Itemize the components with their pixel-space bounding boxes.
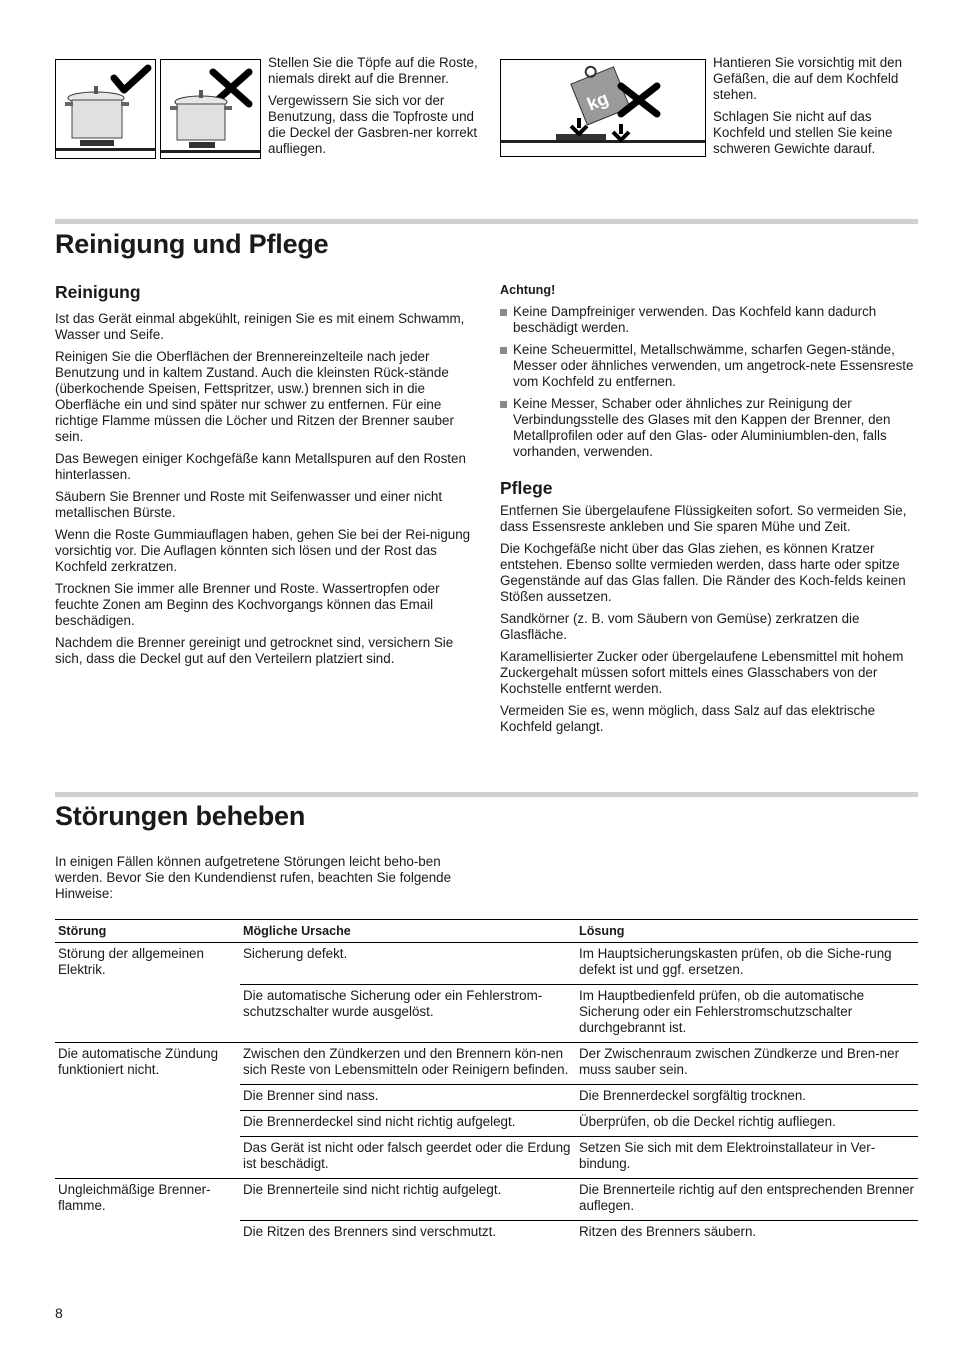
trouble-section-title: Störungen beheben: [55, 801, 306, 831]
cleaning-column-right: [500, 282, 920, 466]
cause-cell: Sicherung defekt.: [240, 943, 576, 985]
cleaning-subheading: Reinigung: [55, 282, 141, 302]
warning-item: Keine Scheuermittel, Metallschwämme, scharfen Gegen-stände, Messer oder ähnliches verwenden, um angetrock-nete Essensreste vom Kochfeld zu entfernen.: [500, 342, 920, 390]
solution-cell: Die Brennerdeckel sorgfältig trocknen.: [576, 1085, 918, 1111]
header-solution: Lösung: [576, 920, 918, 943]
solution-cell: Überprüfen, ob die Deckel richtig aufliegen.: [576, 1111, 918, 1137]
header-cause: Mögliche Ursache: [240, 920, 576, 943]
care-subheading: Pflege: [500, 478, 553, 498]
solution-cell: Der Zwischenraum zwischen Zündkerze und Bren-ner muss sauber sein.: [576, 1043, 918, 1085]
bullet-square-icon: [500, 347, 507, 354]
header-fault: Störung: [55, 920, 240, 943]
weight-instruction-2: Schlagen Sie nicht auf das Kochfeld und stellen Sie keine schweren Gewichte darauf.: [713, 109, 893, 156]
cleaning-paragraph: Ist das Gerät einmal abgekühlt, reinigen Sie es mit einem Schwamm, Wasser und Seife.: [55, 311, 465, 342]
cleaning-paragraph: Nachdem die Brenner gereinigt und getrocknet sind, versichern Sie sich, dass die Deckel gut auf den Verteilern platziert sind.: [55, 635, 454, 666]
cause-cell: Die Brenner sind nass.: [240, 1085, 576, 1111]
pot-instruction-1: Stellen Sie die Töpfe auf die Roste, niemals direkt auf die Brenner.: [268, 55, 478, 86]
care-paragraph: Vermeiden Sie es, wenn möglich, dass Salz auf das elektrische Kochfeld gelangt.: [500, 703, 876, 734]
cleaning-section-title: Reinigung und Pflege: [55, 229, 329, 259]
table-header-row: [55, 920, 918, 943]
care-paragraph: Sandkörner (z. B. vom Säubern von Gemüse) zerkratzen die Glasfläche.: [500, 611, 860, 642]
care-paragraph: Karamellisierter Zucker oder übergelaufene Lebensmittel mit hohem Zuckergehalt müssen sofort mittels eines Glasschabers von der Kochstelle entfernt werden.: [500, 649, 904, 696]
weight-instruction-1: Hantieren Sie vorsichtig mit den Gefäßen, die auf dem Kochfeld stehen.: [713, 55, 903, 102]
cleaning-paragraph: Säubern Sie Brenner und Roste mit Seifenwasser und einer nicht metallischen Bürste.: [55, 489, 443, 520]
cause-cell: Die Brennerteile sind nicht richtig aufgelegt.: [240, 1179, 576, 1221]
warning-title: Achtung!: [500, 283, 556, 297]
fault-cell: Störung der allgemeinen Elektrik.: [55, 943, 240, 1043]
troubleshooting-table: [55, 919, 918, 1246]
cleaning-paragraph: Trocknen Sie immer alle Brenner und Roste. Wassertropfen oder feuchte Zonen am Beginn des Kochvorgangs können das Email beschädigen.: [55, 581, 440, 628]
cause-cell: Die automatische Sicherung oder ein Fehlerstrom-schutzschalter wurde ausgelöst.: [240, 985, 576, 1043]
figure-weight-warning: [500, 59, 706, 157]
solution-cell: Setzen Sie sich mit dem Elektroinstallateur in Ver-bindung.: [576, 1137, 918, 1179]
pot-on-grate-check-icon: [56, 60, 155, 158]
table-row: [55, 1043, 918, 1085]
solution-cell: Ritzen des Brenners säubern.: [579, 1224, 757, 1239]
figure-pot-correct: [55, 59, 156, 159]
warning-list: [500, 304, 920, 460]
care-paragraph: Die Kochgefäße nicht über das Glas ziehen, es können Kratzer entstehen. Ebenso sollte vermieden werden, dass harte oder spitze Gegenstände auf das Glas fallen. Die Ränder des Koch-felds keinen Stößen aussetzen.: [500, 541, 906, 604]
cleaning-paragraph: Wenn die Roste Gummiauflagen haben, gehen Sie bei der Rei-nigung vorsichtig vor. Die Auflagen könnten sich lösen und der Rost das Kochfeld zerkratzen.: [55, 527, 471, 574]
section-divider-trouble: [55, 792, 918, 797]
cleaning-paragraph: Das Bewegen einiger Kochgefäße kann Metallspuren auf den Rosten hinterlassen.: [55, 451, 466, 482]
warning-item: Keine Messer, Schaber oder ähnliches zur Reinigung der Verbindungsstelle des Glases mit den Kappen der Brenner, den Metallprofilen oder auf den Glas- oder Aluminiumblen-den, falls vorhanden, verwenden.: [500, 396, 920, 460]
table-row: [55, 943, 918, 985]
cause-cell: Das Gerät ist nicht oder falsch geerdet oder die Erdung ist beschädigt.: [240, 1137, 576, 1179]
weight-kg-label: kg: [584, 88, 612, 115]
fault-cell: Die automatische Zündung funktioniert nicht.: [55, 1043, 240, 1179]
solution-cell: Im Hauptbedienfeld prüfen, ob die automatische Sicherung oder ein Fehlerstromschutzschalter durchgebrannt ist.: [576, 985, 918, 1043]
cause-cell: Zwischen den Zündkerzen und den Brennern kön-nen sich Reste von Lebensmitteln oder Reinigern befinden.: [240, 1043, 576, 1085]
top-left-text: [268, 55, 478, 163]
warning-item: Keine Dampfreiniger verwenden. Das Kochfeld kann dadurch beschädigt werden.: [500, 304, 920, 336]
trouble-intro: In einigen Fällen können aufgetretene Störungen leicht beho-ben werden. Bevor Sie den Kundendienst rufen, beachten Sie folgende Hinweise:: [55, 854, 452, 901]
care-paragraph: Entfernen Sie übergelaufene Flüssigkeiten sofort. So vermeiden Sie, dass Essensreste ankleben und Sie sparen Mühe und Zeit.: [500, 503, 907, 534]
care-column: [500, 503, 920, 741]
bullet-square-icon: [500, 401, 507, 408]
bullet-square-icon: [500, 309, 507, 316]
pot-instruction-2: Vergewissern Sie sich vor der Benutzung, dass die Topfroste und die Deckel der Gasbren-ner korrekt aufliegen.: [268, 93, 478, 156]
cleaning-paragraph: Reinigen Sie die Oberflächen der Brennereinzelteile nach jeder Benutzung und in kaltem Zustand. Auch die kleinsten Rück-stände (überkochende Speisen, Fettspritzer, usw.) brennen sich in die Oberfläche ein und sind später nur schwer zu entfernen. Für eine richtige Flamme müssen die Löcher und Ritzen der Brenner sauber sein.: [55, 349, 454, 444]
fault-cell: Ungleichmäßige Brenner-flamme.: [58, 1182, 211, 1213]
solution-cell: Die Brennerteile richtig auf den entsprechenden Brenner auflegen.: [576, 1179, 918, 1221]
table-row: [55, 1179, 918, 1221]
cause-cell: Die Brennerdeckel sind nicht richtig aufgelegt.: [240, 1111, 576, 1137]
solution-cell: Im Hauptsicherungskasten prüfen, ob die Siche-rung defekt ist und ggf. ersetzen.: [576, 943, 918, 985]
cleaning-column-left: [55, 311, 475, 673]
page-number: 8: [55, 1305, 63, 1321]
weight-cross-icon: [501, 60, 705, 156]
section-divider-cleaning: [55, 219, 918, 224]
figure-pot-wrong: [160, 59, 261, 159]
pot-on-burner-cross-icon: [161, 60, 260, 158]
cause-cell: Die Ritzen des Brenners sind verschmutzt.: [243, 1224, 497, 1239]
top-right-text: [713, 55, 918, 163]
